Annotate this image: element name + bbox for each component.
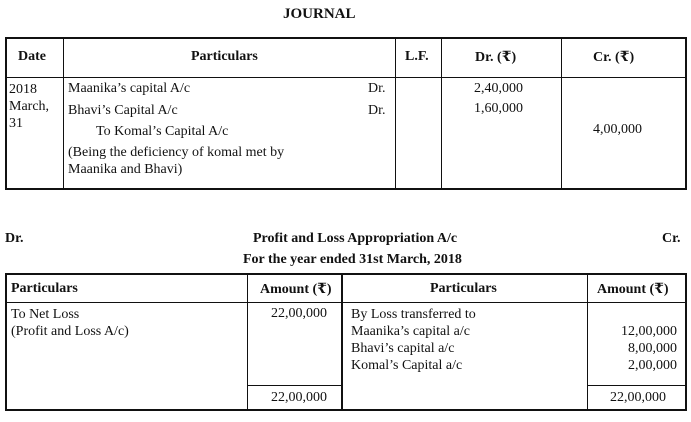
journal-entry-1-dr: Dr. [368, 81, 386, 96]
appropriation-header-left-amount: Amount (₹) [260, 282, 332, 297]
journal-header-dr: Dr. (₹) [475, 50, 517, 65]
journal-entry-3-text: To Komal’s Capital A/c [96, 124, 229, 139]
journal-col-divider-4 [561, 37, 562, 190]
appropriation-cr-label: Cr. [662, 231, 681, 246]
journal-date-day: 31 [9, 116, 23, 131]
appropriation-header-right-particulars: Particulars [430, 281, 497, 296]
appropriation-right-amount-3: 2,00,000 [628, 358, 677, 373]
journal-entry-2-dr: Dr. [368, 103, 386, 118]
journal-date-month: March, [9, 99, 50, 114]
journal-entry-2-debit: 1,60,000 [474, 101, 523, 116]
appropriation-right-line-1: By Loss transferred to [351, 307, 476, 322]
journal-col-divider-3 [441, 37, 442, 190]
appropriation-subtitle: For the year ended 31st March, 2018 [243, 252, 462, 267]
appropriation-left-line-2: (Profit and Loss A/c) [11, 324, 129, 339]
journal-header-particulars: Particulars [191, 49, 258, 64]
appropriation-right-amounts [588, 323, 677, 374]
journal-entry-1-debit: 2,40,000 [474, 81, 523, 96]
journal-narration [68, 144, 284, 178]
journal-col-divider-2 [395, 37, 396, 190]
appropriation-col-divider-2 [341, 273, 343, 411]
appropriation-right-amount-2: 8,00,000 [628, 341, 677, 356]
appropriation-left-total: 22,00,000 [271, 390, 327, 405]
appropriation-title: Profit and Loss Appropriation A/c [253, 231, 458, 246]
journal-narration-line-2: Maanika and Bhavi) [68, 162, 183, 177]
journal-date-year: 2018 [9, 82, 37, 97]
appropriation-left-line-1: To Net Loss [11, 307, 80, 322]
journal-border-top [5, 37, 687, 39]
appropriation-header-right-amount: Amount (₹) [597, 282, 669, 297]
journal-border-bottom [5, 188, 687, 190]
appropriation-right-line-3: Bhavi’s capital a/c [351, 341, 455, 356]
journal-narration-line-1: (Being the deficiency of komal met by [68, 145, 285, 160]
journal-col-divider-1 [63, 37, 64, 190]
appropriation-right-particulars [351, 306, 476, 374]
journal-entry-1-text: Maanika’s capital A/c [68, 81, 191, 96]
journal-header-divider [5, 77, 687, 78]
appropriation-border-top [5, 273, 687, 275]
appropriation-left-total-line [247, 385, 342, 386]
appropriation-right-total-line [587, 385, 686, 386]
appropriation-border-right [685, 273, 687, 411]
appropriation-header-divider [5, 302, 687, 303]
journal-title: JOURNAL [283, 6, 356, 22]
journal-border-left [5, 37, 7, 190]
journal-header-cr: Cr. (₹) [593, 50, 635, 65]
appropriation-dr-label: Dr. [5, 231, 24, 246]
appropriation-border-bottom [5, 409, 687, 411]
appropriation-right-total: 22,00,000 [610, 390, 666, 405]
journal-header-lf: L.F. [405, 49, 429, 64]
journal-border-right [685, 37, 687, 190]
journal-entry-2-text: Bhavi’s Capital A/c [68, 103, 178, 118]
appropriation-left-amount: 22,00,000 [271, 306, 327, 321]
appropriation-left-particulars [11, 306, 129, 340]
appropriation-border-left [5, 273, 7, 411]
appropriation-right-line-4: Komal’s Capital a/c [351, 358, 463, 373]
appropriation-header-left-particulars: Particulars [11, 281, 78, 296]
appropriation-right-line-2: Maanika’s capital a/c [351, 324, 470, 339]
journal-header-date: Date [18, 49, 46, 64]
appropriation-col-divider-1 [247, 273, 248, 411]
appropriation-right-amount-1: 12,00,000 [621, 324, 677, 339]
journal-entry-3-credit: 4,00,000 [593, 122, 642, 137]
journal-date [9, 81, 49, 132]
